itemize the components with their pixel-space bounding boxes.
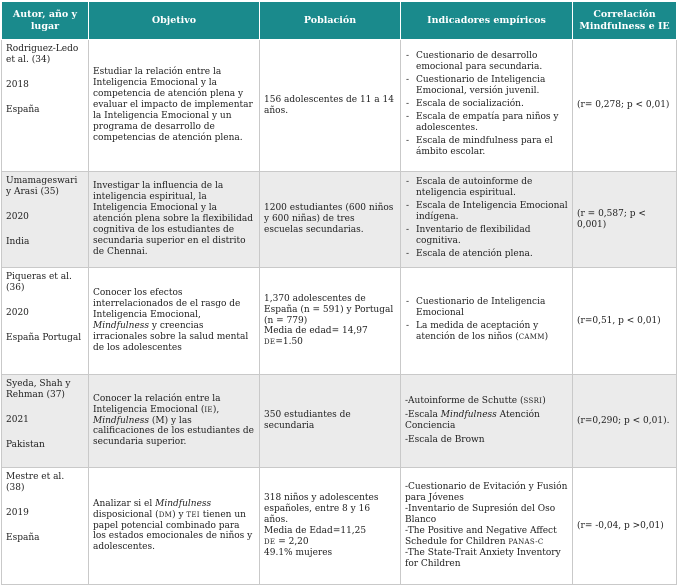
item-term: Mindfulness [440,410,497,421]
objetivo-abbr: IE [204,405,213,414]
item-text: ) [544,331,549,342]
objetivo-text: ), [212,404,220,415]
item-text: The State-Trait Anxiety Inventory for Children [405,547,561,569]
poblacion-line: 1,370 adolescentes de España (n = 591) y Portugal [264,293,394,315]
de-value: = 2,20 [275,536,309,547]
indicator-line: -Escala de Brown [405,434,485,445]
country: España Portugal [6,332,82,343]
poblacion-line [264,537,396,548]
table-row [2,375,677,468]
cell-poblacion: 350 estudiantes de secundaria [260,375,401,468]
header-poblacion: Población [260,2,401,40]
item-text: Autoinforme de Schutte ( [408,396,524,407]
header-row [2,2,677,40]
indicator-line: -Cuestionario de Evitación y Fusión para Jóvenes [405,482,568,504]
cell-autor [2,268,89,375]
indicator-line: -Escala Mindfulness Atención Conciencia [405,410,540,431]
list-item: - Escala de Inteligencia Emocional indígena. [405,201,568,223]
list-item: - Escala de autoinforme de nteligencia espiritual. [405,177,568,199]
author: Syeda, Shah y Rehman (37) [6,379,71,400]
objetivo-text: ) y [172,509,187,520]
cell-indicadores [401,375,573,468]
item-abbr: PANAS-C [508,537,544,546]
year: 2021 [6,414,29,425]
indicator-line: -The State-Trait Anxiety Inventory for Children [405,547,561,569]
cell-objetivo [89,375,260,468]
author: Rodriguez-Ledo et al. (34) [6,44,79,65]
objetivo-term: Mindfulness [155,498,212,509]
indicator-list [405,297,568,343]
indicator-line: -Inventario de Supresión del Oso Blanco [405,504,556,526]
objetivo-abbr: DM [158,510,173,519]
indicator-list [405,51,568,158]
objetivo-text: Analizar si el [93,498,156,509]
studies-table [1,1,677,585]
indicator-line: -Autoinforme de Schutte (SSRI) [405,396,546,407]
header-indicadores: Indicadores empíricos [401,2,573,40]
cell-objetivo: Estudiar la relación entre la Inteligencia Emocional y la competencia de atención plena y evaluar el impacto de implementar la Inteligencia Emocional y un programa de desarrollo de competencias de atención plena. [89,40,260,172]
cell-indicadores [401,268,573,375]
list-item: - Inventario de flexibilidad cognitiva. [405,225,568,247]
objetivo-text: Conocer los efectos interrelacionados de el rasgo de Inteligencia Emocional, [93,288,241,321]
objetivo-text: tienen un papel potencial combinado para los estados emocionales de niños y adolescentes. [93,509,253,553]
item-abbr: CAMM [518,332,545,341]
cell-autor [2,375,89,468]
list-item: - Cuestionario de desarrollo emocional para secundaria. [405,51,568,73]
country: Pakistan [6,439,45,450]
cell-poblacion [260,468,401,585]
cell-correlacion: (r= 0,278; p < 0,01) [573,40,677,172]
poblacion-line: (n = 779) [264,315,308,326]
objetivo-text: (M) y las calificaciones de los estudiantes de secundaria superior. [93,415,254,448]
item-text: Escala [408,410,441,421]
cell-correlacion: (r=0,51, p < 0,01) [573,268,677,375]
cell-correlacion: (r = 0,587; p < 0,001) [573,172,677,268]
table-row [2,172,677,268]
indicator-list [405,177,568,260]
objetivo-abbr: TEI [186,510,200,519]
author: Umamageswari y Arasi (35) [6,176,78,197]
cell-autor [2,172,89,268]
poblacion-line: 318 niños y adolescentes españoles, entre 8 y 16 años. [264,493,379,526]
item-text: La medida de aceptación y atención de los niños ( [416,321,539,342]
item-text: The Positive and Negative Affect Schedule for Children [405,526,557,547]
country: España [6,104,40,115]
objetivo-term: Mindfulness [93,321,150,331]
objetivo-text: y creencias irracionales sobre la salud mental de los adolescentes [93,321,249,353]
cell-poblacion: 1200 estudiantes (600 niños y 600 niñas) de tres escuelas secundarias. [260,172,401,268]
year: 2019 [6,507,29,518]
header-objetivo: Objetivo [89,2,260,40]
cell-objetivo: Investigar la influencia de la inteligencia espiritual, la Inteligencia Emocional y la atención plena sobre la flexibilidad cognitiva de los estudiantes de secundaria superior en el distrito de Chennai. [89,172,260,268]
item-text: Escala de Brown [408,434,485,445]
table-row [2,40,677,172]
cell-indicadores [401,40,573,172]
cell-autor [2,468,89,585]
de-label: DE [264,537,276,546]
item-abbr: SSRI [523,397,543,406]
indicator-line: -The Positive and Negative Affect Schedule for Children PANAS-C [405,526,557,547]
list-item: - Escala de mindfulness para el ámbito escolar. [405,136,568,158]
item-text: Atención Conciencia [405,410,540,431]
objetivo-text: Conocer la relación entre la Inteligencia Emocional ( [93,393,221,415]
author: Mestre et al. (38) [6,472,65,493]
cell-correlacion: (r=0,290; p < 0,01). [573,375,677,468]
cell-poblacion: 156 adolescentes de 11 a 14 años. [260,40,401,172]
poblacion-line [264,337,396,348]
year: 2020 [6,307,29,318]
cell-poblacion [260,268,401,375]
country: India [6,236,30,247]
author: Piqueras et al. (36) [6,272,72,293]
header-autor: Autor, año y lugar [2,2,89,40]
year: 2018 [6,79,29,90]
year: 2020 [6,211,29,222]
list-item: - Cuestionario de Inteligencia Emocional, versión juvenil. [405,75,568,97]
objetivo-text: disposicional ( [93,509,159,520]
de-value: =1.50 [275,337,303,348]
item-text: Cuestionario de Evitación y Fusión para Jóvenes [405,482,568,504]
poblacion-line: Media de edad= 14,97 [264,326,368,337]
cell-indicadores [401,172,573,268]
cell-autor [2,40,89,172]
list-item: - Escala de empatía para niños y adolescentes. [405,112,568,134]
cell-objetivo [89,468,260,585]
list-item [405,321,568,343]
poblacion-line: Media de Edad=11,25 [264,526,367,536]
table-row [2,468,677,585]
list-item: - Cuestionario de Inteligencia Emocional [405,297,568,319]
list-item: - Escala de socialización. [405,99,568,110]
cell-indicadores [401,468,573,585]
cell-objetivo [89,268,260,375]
de-label: DE [264,338,276,347]
table-row [2,268,677,375]
item-text: Inventario de Supresión del Oso Blanco [405,504,556,526]
poblacion-line: 49.1% mujeres [264,547,333,558]
item-text: ) [542,396,546,407]
cell-correlacion: (r= -0,04, p >0,01) [573,468,677,585]
header-correlacion: Correlación Mindfulness e IE [573,2,677,40]
list-item: - Escala de atención plena. [405,249,568,260]
country: España [6,532,40,543]
objetivo-term: Mindfulness [93,415,150,426]
